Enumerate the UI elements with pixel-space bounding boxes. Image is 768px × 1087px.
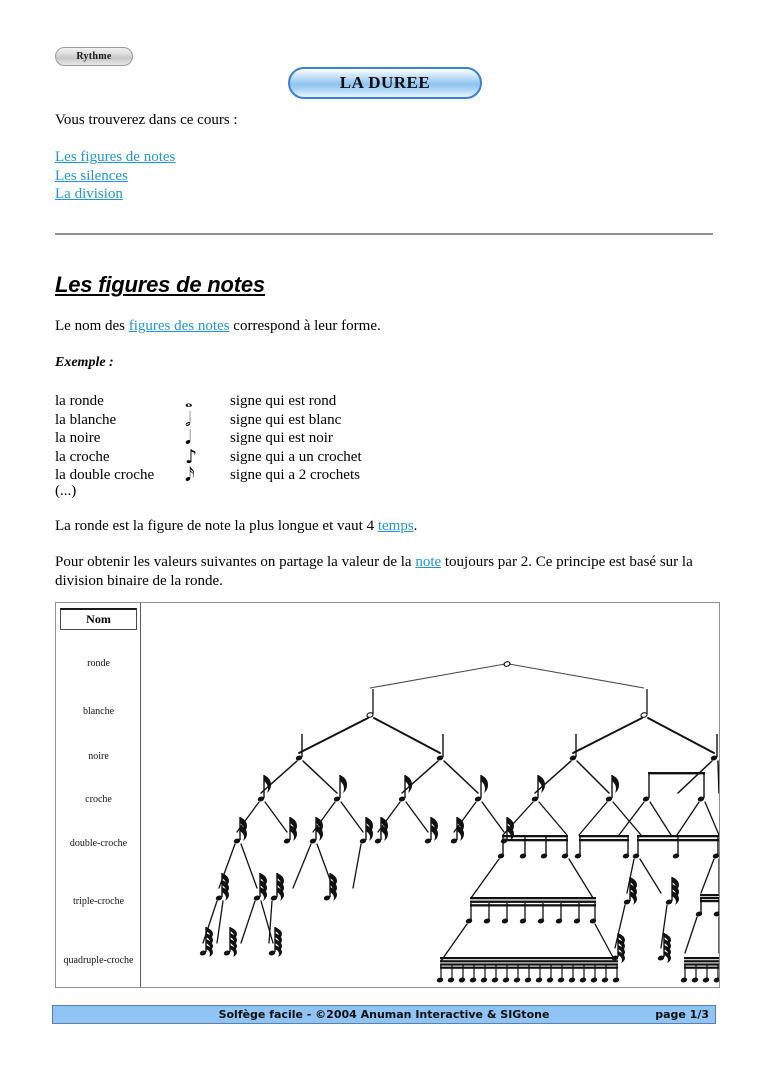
diagram-name-column — [56, 603, 141, 987]
note-figures-list — [55, 390, 362, 501]
page-section-title: Les figures de notes — [55, 272, 265, 297]
paragraph-nom-des-figures — [55, 318, 381, 335]
inline-link-temps[interactable]: temps — [377, 518, 414, 534]
note-figure-row — [55, 427, 362, 449]
tree-branch-group-level2 — [299, 718, 714, 753]
exemple-label: Exemple : — [55, 355, 114, 370]
half-note-icon: 𝅗𝅥 — [185, 408, 191, 431]
note-figure-name: la croche — [55, 448, 110, 465]
table-of-contents — [55, 148, 175, 204]
diagram-tree-area — [141, 603, 719, 987]
note-figure-name: la blanche — [55, 411, 117, 428]
tree-node-croche-group — [257, 772, 705, 802]
tree-branch-group-level1 — [370, 664, 644, 688]
note-figure-description: signe qui est blanc — [230, 411, 342, 428]
paragraph-ronde-text-before: La ronde est la figure de note la plus longue et vaut 4 — [55, 518, 378, 534]
note-figure-row — [55, 445, 362, 468]
diagram-column-header: Nom — [60, 608, 137, 630]
tree-branch-group-level5 — [219, 844, 719, 898]
tree-node-ronde — [503, 661, 510, 667]
beamed-quadruple-croche-four — [680, 957, 719, 983]
tree-node-triple-croche-group — [215, 873, 719, 924]
eighth-note-icon: ♪ — [185, 445, 198, 468]
sixteenth-note-icon: 𝅘𝅥𝅯 — [185, 464, 195, 486]
page-title-bubble — [288, 67, 482, 99]
tree-branch-group-level4 — [237, 802, 719, 835]
diagram-row-label-triple-croche: triple-croche — [72, 896, 125, 907]
page-title: LA DUREE — [339, 73, 431, 92]
beamed-quadruple-croche-sixteen — [436, 957, 620, 983]
note-figure-description: signe qui est rond — [230, 393, 337, 409]
diagram-row-label-croche: croche — [85, 794, 112, 805]
note-figure-row — [55, 408, 362, 431]
tree-node-blanche-left — [366, 689, 373, 718]
note-figure-name: la double croche — [55, 467, 155, 483]
quarter-note-icon: 𝅘𝅥 — [185, 427, 192, 449]
diagram-row-label-double-croche: double-croche — [69, 838, 128, 849]
tree-branch-group-level3 — [261, 761, 719, 793]
paragraph-division-binaire — [55, 553, 715, 591]
note-figure-description: signe qui est noir — [230, 430, 333, 446]
inline-link-figures-des-notes[interactable]: figures des notes — [128, 318, 230, 334]
note-figure-description: signe qui a un crochet — [230, 448, 362, 465]
beamed-triple-croche-eight — [465, 897, 597, 924]
note-division-diagram — [55, 602, 720, 988]
diagram-row-label-ronde: ronde — [87, 658, 110, 669]
footer-credit: Solfège facile - ©2004 Anuman Interactive & SIGtone — [218, 1008, 550, 1021]
diagram-row-label-quadruple-croche: quadruple-croche — [63, 955, 134, 966]
diagram-row-label-blanche: blanche — [82, 706, 115, 717]
beamed-double-croche-pair-a — [574, 835, 630, 859]
horizontal-divider — [55, 233, 713, 235]
toc-link-silences[interactable]: Les silences — [55, 167, 128, 184]
category-tab-rythme[interactable] — [55, 47, 133, 66]
note-figure-ellipsis: (...) — [55, 482, 77, 499]
tree-node-blanche-right — [640, 689, 647, 718]
inline-link-note[interactable]: note — [415, 554, 442, 570]
toc-link-figures-de-notes[interactable]: Les figures de notes — [55, 149, 176, 165]
paragraph-division-text-after: toujours par 2. Ce principe est basé sur la division binaire de la ronde. — [55, 554, 693, 589]
toc-link-division[interactable]: La division — [55, 186, 123, 202]
page-footer — [52, 1005, 716, 1024]
note-subdivision-tree-svg — [141, 603, 719, 987]
note-figure-description: signe qui a 2 crochets — [230, 467, 360, 483]
note-figure-name: la noire — [55, 430, 101, 446]
paragraph-nom-text-before: Le nom des — [55, 318, 129, 334]
beamed-double-croche-four-b — [632, 835, 719, 859]
beamed-triple-croche-pair — [695, 894, 719, 917]
paragraph-division-text-before: Pour obtenir les valeurs suivantes on partage la valeur de la — [55, 554, 416, 570]
intro-lead: Vous trouverez dans ce cours : — [55, 112, 238, 128]
paragraph-ronde-text-after: . — [413, 518, 418, 534]
paragraph-ronde-valeur — [55, 518, 417, 535]
category-tab-label: Rythme — [76, 51, 112, 62]
diagram-row-label-noire: noire — [88, 751, 109, 762]
note-figure-name: la ronde — [55, 393, 104, 409]
whole-note-icon: 𝅝 — [185, 390, 193, 412]
footer-page-number: page 1/3 — [655, 1008, 709, 1021]
tree-node-double-croche-group — [233, 817, 719, 859]
beamed-double-croche-four — [497, 835, 569, 859]
note-figure-row — [55, 390, 362, 412]
tree-node-noire-group — [295, 734, 718, 761]
paragraph-nom-text-after: correspond à leur forme. — [229, 318, 381, 334]
note-figure-row — [55, 464, 362, 486]
